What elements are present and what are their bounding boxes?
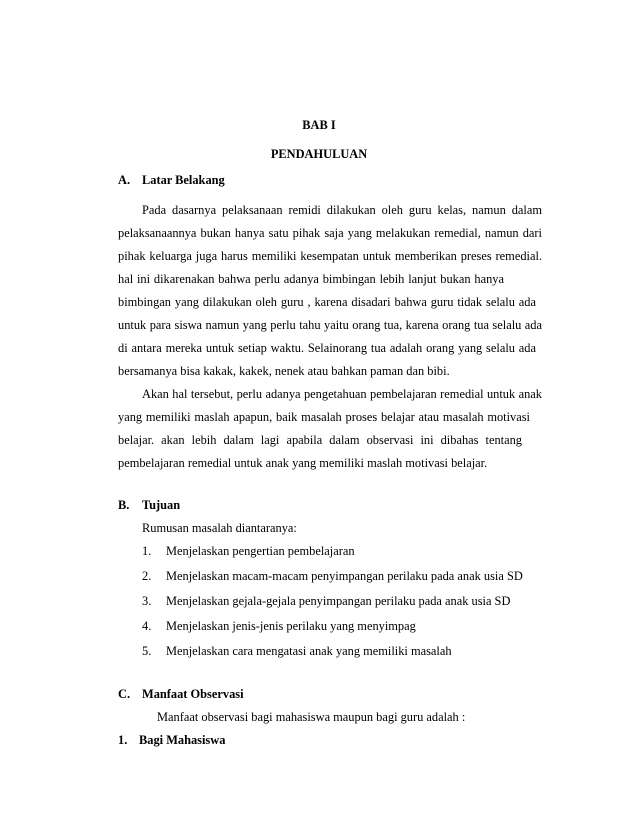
paragraph-line: hal ini dikarenakan bahwa perlu adanya bimbingan lebih lanjut bukan hanya <box>118 272 504 286</box>
chapter-title: PENDAHULUAN <box>270 147 368 161</box>
paragraph-line: Akan hal tersebut, perlu adanya pengetahuan pembelajaran remedial untuk anak <box>142 387 542 401</box>
paragraph-line: bersamanya bisa kakak, kakek, nenek atau bahkan paman dan bibi. <box>118 364 450 378</box>
chapter-number: BAB I <box>302 118 336 132</box>
list-item-number: 3. <box>142 594 152 608</box>
paragraph-line: pembelajaran remedial untuk anak yang memiliki maslah motivasi belajar. <box>118 456 488 470</box>
section-b-label: B. <box>118 498 130 512</box>
paragraph-line: pihak keluarga juga harus memiliki kesempatan untuk memberikan preses remedial. <box>118 249 542 263</box>
paragraph-line: belajar. akan lebih dalam lagi apabila dalam observasi ini dibahas tentang <box>118 433 522 447</box>
list-item-number: 5. <box>142 644 152 658</box>
subsection-1-title: Bagi Mahasiswa <box>139 733 226 747</box>
list-item-number: 4. <box>142 619 152 633</box>
section-b-title: Tujuan <box>142 498 181 512</box>
section-c-intro: Manfaat observasi bagi mahasiswa maupun bagi guru adalah : <box>157 710 466 724</box>
paragraph-line: bimbingan yang dilakukan oleh guru , karena disadari bahwa guru tidak selalu ada <box>118 295 536 309</box>
list-item-text: Menjelaskan pengertian pembelajaran <box>166 544 355 558</box>
paragraph-line: untuk para siswa namun yang perlu tahu yaitu orang tua, karena orang tua selalu ada <box>118 318 542 332</box>
list-item-text: Menjelaskan jenis-jenis perilaku yang menyimpag <box>166 619 416 633</box>
section-c-label: C. <box>118 687 131 701</box>
list-item-number: 2. <box>142 569 152 583</box>
section-c-title: Manfaat Observasi <box>142 687 244 701</box>
paragraph-line: pelaksanaannya bukan hanya satu pihak saja yang melakukan remedial, namun dari <box>118 226 542 240</box>
paragraph-line: yang memiliki maslah apapun, baik masalah proses belajar atau masalah motivasi <box>118 410 530 424</box>
list-item-text: Menjelaskan cara mengatasi anak yang memiliki masalah <box>166 644 452 658</box>
paragraph-line: Pada dasarnya pelaksanaan remidi dilakukan oleh guru kelas, namun dalam <box>142 203 542 217</box>
list-item-number: 1. <box>142 544 152 558</box>
subsection-1-label: 1. <box>118 733 128 747</box>
section-a-label: A. <box>118 173 131 187</box>
section-b-intro: Rumusan masalah diantaranya: <box>142 521 297 535</box>
section-a-title: Latar Belakang <box>142 173 225 187</box>
paragraph-line: di antara mereka untuk setiap waktu. Selainorang tua adalah orang yang selalu ada <box>118 341 536 355</box>
list-item-text: Menjelaskan macam-macam penyimpangan perilaku pada anak usia SD <box>166 569 523 583</box>
list-item-text: Menjelaskan gejala-gejala penyimpangan perilaku pada anak usia SD <box>166 594 511 608</box>
